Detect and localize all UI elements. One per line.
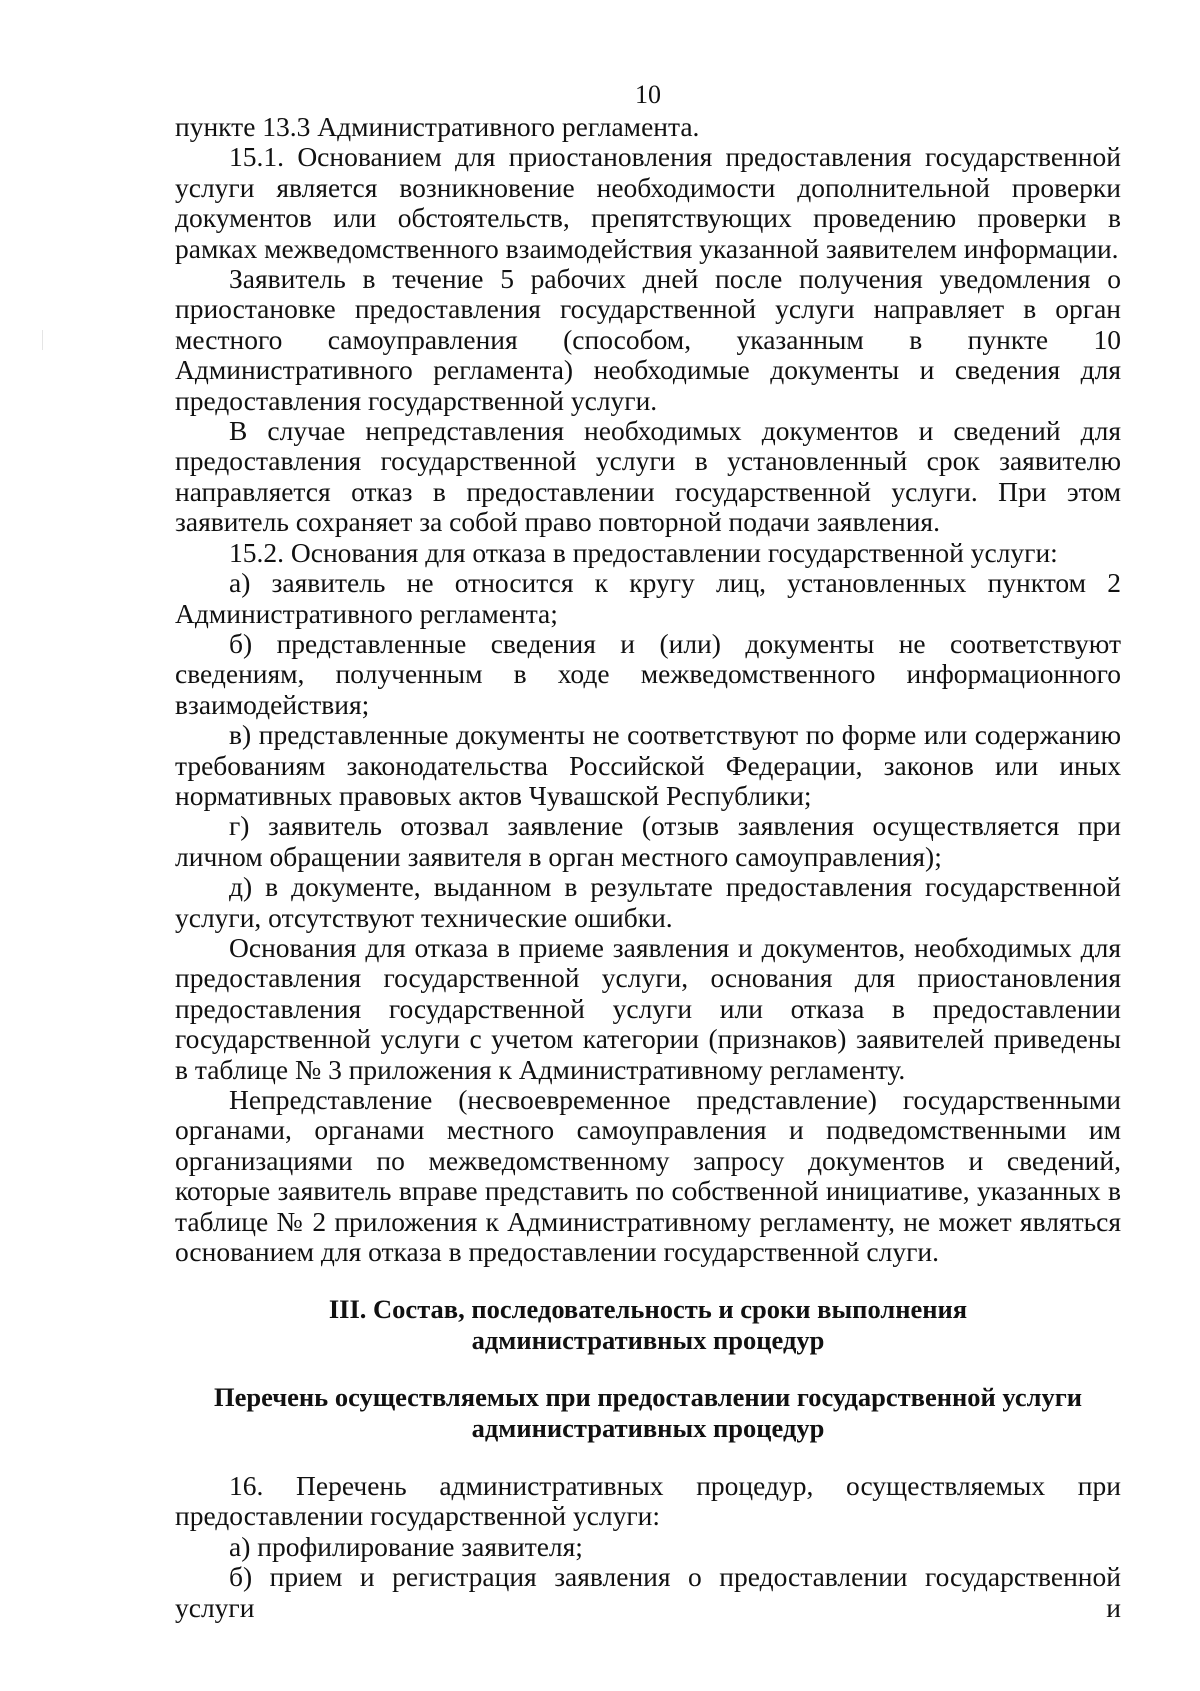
page-number: 10 <box>635 80 661 109</box>
paragraph-15-1: 15.1. Основанием для приостановления предоставления государственной услуги является возникновение необходимости дополнительной проверки документов или обстоятельств, препятствующих проведению проверки в рамках межведомственного взаимодействия указанной заявителем информации. <box>175 141 1121 264</box>
list-item-v: в) представленные документы не соответствуют по форме или содержанию требованиям законодательства Российской Федерации, законов или иных нормативных правовых актов Чувашской Республики; <box>175 719 1121 811</box>
paragraph-nonsubmission: В случае непредставления необходимых документов и сведений для предоставления государственной услуги в установленный срок заявителю направляется отказ в предоставлении государственной услуги. При этом заявитель сохраняет за собой право повторной подачи заявления. <box>175 415 1121 538</box>
list-item-b: б) представленные сведения и (или) документы не соответствуют сведениям, полученным в ходе межведомственного информационного взаимодействия; <box>175 627 1121 720</box>
subsection-heading-line-1: Перечень осуществляемых при предоставлении государственной услуги <box>213 1382 1083 1413</box>
paragraph-applicant-deadline: Заявитель в течение 5 рабочих дней после получения уведомления о приостановке предоставления государственной услуги направляет в орган местного самоуправления (способом, указанным в пункте 10 Административного регламента) необходимые документы и сведения для предоставления государственной услуги. <box>175 263 1121 416</box>
paragraph-refusal-grounds-table: Основания для отказа в приеме заявления и документов, необходимых для предоставления государственной услуги, основания для приостановления предоставления государственной услуги или отказа в предоставлении государственной услуги с учетом категории (признаков) заявителей приведены в таблице № 3 приложения к Административному регламенту. <box>175 931 1121 1085</box>
list-item-a: а) заявитель не относится к кругу лиц, установленных пунктом 2 Административного регламента; <box>175 567 1121 629</box>
section-heading-line-2: административных процедур <box>471 1324 825 1355</box>
document-body <box>175 112 1121 1623</box>
paragraph-interagency-request: Непредставление (несвоевременное представление) государственными органами, органами местного самоуправления и подведомственными им организациями по межведомственному запросу документов и сведений, которые заявитель вправе представить по собственной инициативе, указанных в таблице № 2 приложения к Административному регламенту, не может являться основанием для отказа в предоставлении государственной слуги. <box>175 1084 1121 1268</box>
section-heading <box>175 1294 1121 1355</box>
list-item-d: д) в документе, выданном в результате предоставления государственной услуги, отсутствуют технические ошибки. <box>175 871 1121 933</box>
list-item-g: г) заявитель отозвал заявление (отзыв заявления осуществляется при личном обращении заявителя в орган местного самоуправления); <box>175 810 1121 872</box>
procedure-item-a: а) профилирование заявителя; <box>229 1530 583 1562</box>
subsection-heading <box>175 1382 1121 1443</box>
paragraph-15-2: 15.2. Основания для отказа в предоставлении государственной услуги: <box>229 536 1058 568</box>
scan-artifact-mark <box>42 330 43 350</box>
subsection-heading-line-2: административных процедур <box>471 1412 825 1443</box>
paragraph-continuation: пункте 13.3 Административного регламента. <box>175 111 700 142</box>
procedure-item-b: б) прием и регистрация заявления о предоставлении государственной услуги и <box>175 1561 1121 1623</box>
section-heading-line-1: III. Состав, последовательность и сроки выполнения <box>328 1294 968 1325</box>
paragraph-16: 16. Перечень административных процедур, осуществляемых при предоставлении государственной услуги: <box>175 1470 1121 1532</box>
